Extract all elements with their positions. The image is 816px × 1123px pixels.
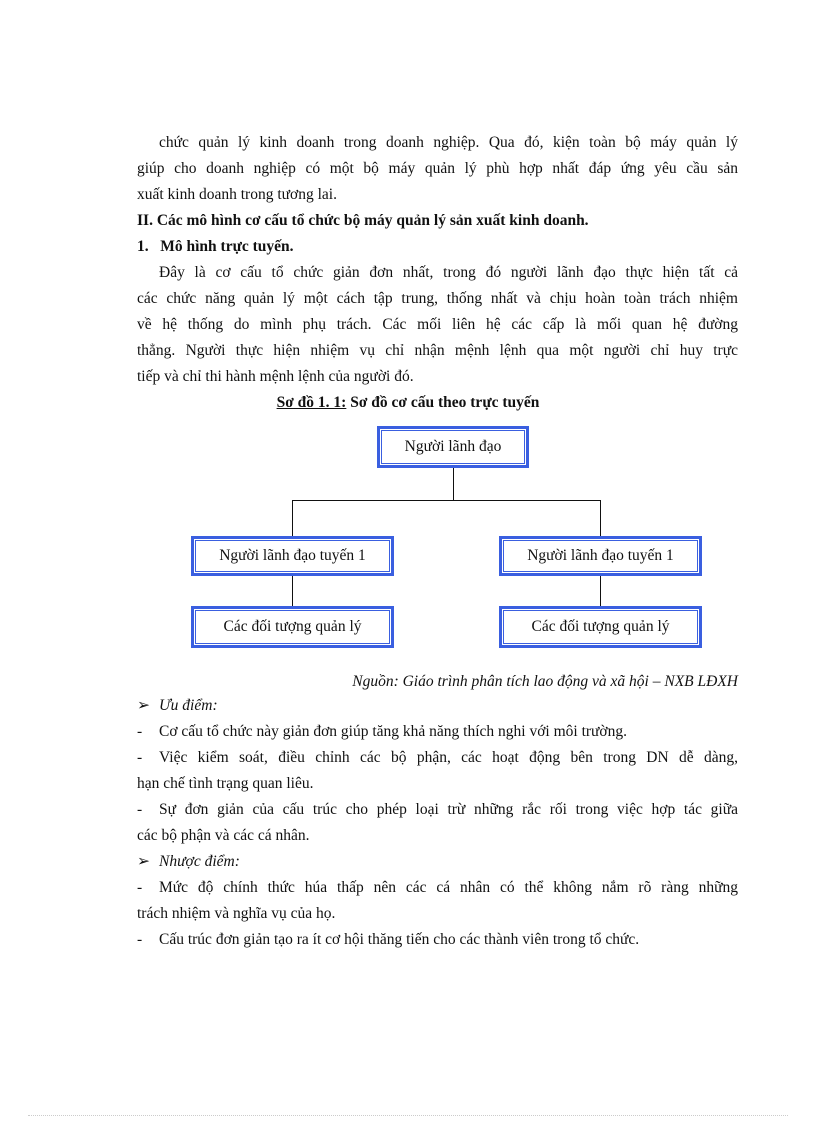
body-line: các chức năng quản lý một cách tập trung, thống nhất và chịu hoàn toàn trách nhiệm	[137, 290, 738, 307]
disadvantages-label: Nhược điểm:	[159, 853, 240, 870]
body-line: Đây là cơ cấu tổ chức giản đơn nhất, trong đó người lãnh đạo thực hiện tất cả	[159, 264, 738, 281]
line-leader-box-right: Người lãnh đạo tuyến 1	[499, 536, 702, 576]
section-heading: II. Các mô hình cơ cấu tổ chức bộ máy quản lý sản xuất kinh doanh.	[137, 212, 589, 229]
list-item: - Việc kiểm soát, điều chỉnh các bộ phận, các hoạt động bên trong DN dễ dàng,	[137, 749, 738, 766]
managed-objects-box-right: Các đối tượng quản lý	[499, 606, 702, 648]
connector-right-drop	[600, 500, 601, 536]
connector-left-lower	[292, 576, 293, 606]
advantages-label: Ưu điểm:	[159, 697, 218, 714]
list-item: - Cấu trúc đơn giản tạo ra ít cơ hội thăng tiến cho các thành viên trong tổ chức.	[137, 931, 640, 948]
diagram-caption-label: Sơ đồ 1. 1:	[276, 394, 347, 411]
disadvantages-list	[137, 875, 738, 953]
list-item: - Mức độ chính thức húa thấp nên các cá nhân có thể không nắm rõ ràng những	[137, 879, 738, 896]
source-note: Nguồn: Giáo trình phân tích lao động và xã hội – NXB LĐXH	[352, 673, 738, 690]
body-line: thẳng. Người thực hiện nhiệm vụ chỉ nhận mệnh lệnh qua một người chỉ huy trực	[137, 342, 738, 359]
subsection-heading: 1. Mô hình trực tuyến.	[137, 238, 294, 255]
connector-horizontal	[292, 500, 601, 501]
connector-top-vertical	[453, 468, 454, 500]
disadvantages-heading	[137, 849, 240, 875]
connector-left-drop	[292, 500, 293, 536]
intro-line: xuất kinh doanh trong tương lai.	[137, 186, 337, 203]
list-item-continuation: các bộ phận và các cá nhân.	[137, 827, 310, 844]
diagram-caption-title: Sơ đồ cơ cấu theo trực tuyến	[346, 394, 540, 411]
arrow-bullet-icon: ➢	[137, 853, 150, 870]
advantages-list	[137, 719, 738, 849]
list-item-continuation: hạn chế tình trạng quan liêu.	[137, 775, 314, 792]
page-bottom-rule	[28, 1115, 788, 1116]
list-item-continuation: trách nhiệm và nghĩa vụ của họ.	[137, 905, 336, 922]
advantages-heading	[137, 693, 218, 719]
managed-objects-box-left: Các đối tượng quản lý	[191, 606, 394, 648]
intro-line: chức quản lý kinh doanh trong doanh nghiệp. Qua đó, kiện toàn bộ máy quản lý	[159, 134, 738, 151]
list-item: - Cơ cấu tổ chức này giản đơn giúp tăng khả năng thích nghi với môi trường.	[137, 723, 628, 740]
body-line: về hệ thống do mình phụ trách. Các mối liên hệ các cấp là mối quan hệ đường	[137, 316, 738, 333]
list-item: - Sự đơn giản của cấu trúc cho phép loại trừ những rắc rối trong việc hợp tác giữa	[137, 801, 738, 818]
arrow-bullet-icon: ➢	[137, 697, 150, 714]
leader-box: Người lãnh đạo	[377, 426, 529, 468]
intro-line: giúp cho doanh nghiệp có một bộ máy quản lý phù hợp nhất đáp ứng yêu cầu sản	[137, 160, 738, 177]
connector-right-lower	[600, 576, 601, 606]
body-line: tiếp và chỉ thi hành mệnh lệnh của người đó.	[137, 368, 414, 385]
line-leader-box-left: Người lãnh đạo tuyến 1	[191, 536, 394, 576]
